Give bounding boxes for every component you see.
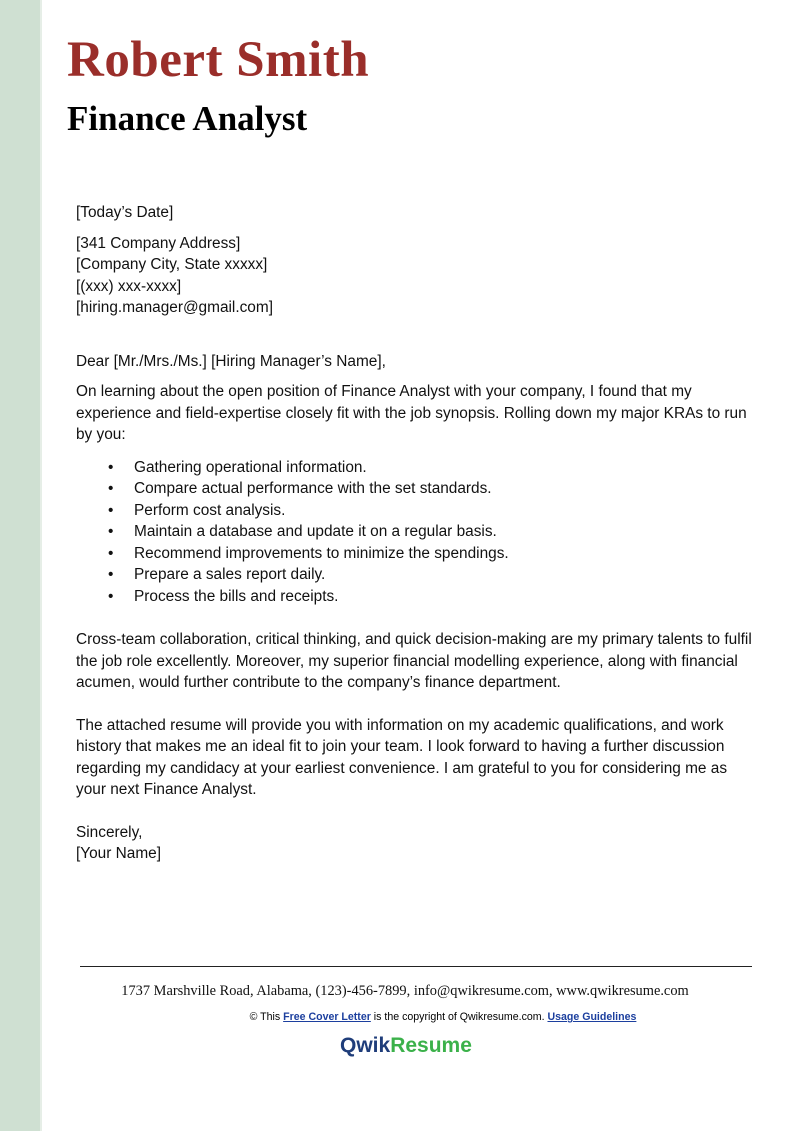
address-line: [Company City, State xxxxx] xyxy=(76,256,268,273)
bullet-icon: • xyxy=(108,458,114,476)
list-item xyxy=(76,586,756,608)
kra-text: Gathering operational information. xyxy=(134,458,367,476)
footer-contact: 1737 Marshville Road, Alabama, (123)-456-7899, info@qwikresume.com, www.qwikresume.com xyxy=(121,983,689,999)
body-paragraph-3: The attached resume will provide you with information on my academic qualifications, and work history that makes me an ideal fit to join your team. I look forward to having a further discussion regarding my candidacy at your earliest convenience. I am grateful to you for considering me as your next Finance Analyst. xyxy=(76,716,728,798)
signature: [Your Name] xyxy=(76,845,161,862)
address-line: [(xxx) xxx-xxxx] xyxy=(76,277,182,295)
salutation: Dear [Mr./Mrs./Ms.] [Hiring Manager’s Name], xyxy=(76,352,386,370)
logo-resume: Resume xyxy=(390,1034,472,1057)
list-item xyxy=(76,521,756,543)
kra-text: Process the bills and receipts. xyxy=(134,587,339,605)
kra-list xyxy=(76,457,756,608)
free-cover-letter-link[interactable]: Free Cover Letter xyxy=(283,1011,371,1023)
kra-text: Compare actual performance with the set standards. xyxy=(134,480,492,497)
closing: Sincerely, xyxy=(76,823,143,841)
recipient-address xyxy=(76,233,756,319)
bullet-icon: • xyxy=(108,501,114,519)
kra-text: Recommend improvements to minimize the spendings. xyxy=(134,544,509,562)
copyright-prefix: © This xyxy=(249,1011,284,1023)
body-paragraph-2: Cross-team collaboration, critical thinking, and quick decision-making are my primary talents to fulfil the job role excellently. Moreover, my superior financial modelling experience, along with financial acumen, would further contribute to the company’s finance department. xyxy=(76,631,752,691)
sidebar-divider xyxy=(40,0,42,1131)
intro-paragraph: On learning about the open position of Finance Analyst with your company, I found that my experience and field-expertise closely fit with the job synopsis. Rolling down my major KRAs to run by you: xyxy=(76,383,747,443)
copyright-notice xyxy=(0,1010,800,1025)
address-line: [341 Company Address] xyxy=(76,234,241,252)
copyright-middle: is the copyright of Qwikresume.com. xyxy=(370,1011,548,1023)
bullet-icon: • xyxy=(108,480,114,497)
bullet-icon: • xyxy=(108,566,114,583)
decorative-sidebar xyxy=(0,0,40,1131)
applicant-name: Robert Smith xyxy=(67,32,370,88)
kra-text: Prepare a sales report daily. xyxy=(134,566,326,583)
usage-guidelines-link[interactable]: Usage Guidelines xyxy=(547,1011,637,1023)
bullet-icon: • xyxy=(108,587,114,605)
kra-text: Maintain a database and update it on a regular basis. xyxy=(134,523,497,540)
job-title: Finance Analyst xyxy=(67,99,308,138)
kra-text: Perform cost analysis. xyxy=(134,501,286,519)
logo-qwik: Qwik xyxy=(340,1034,391,1057)
list-item xyxy=(76,478,756,500)
letter-date: [Today’s Date] xyxy=(76,204,174,221)
qwikresume-logo[interactable] xyxy=(340,1032,472,1060)
list-item xyxy=(76,500,756,522)
list-item xyxy=(76,564,756,586)
list-item xyxy=(76,543,756,565)
list-item xyxy=(76,457,756,479)
letter-body xyxy=(76,202,756,865)
footer-divider xyxy=(80,966,752,967)
bullet-icon: • xyxy=(108,523,114,540)
address-line: [hiring.manager@gmail.com] xyxy=(76,299,273,316)
bullet-icon: • xyxy=(108,544,114,562)
